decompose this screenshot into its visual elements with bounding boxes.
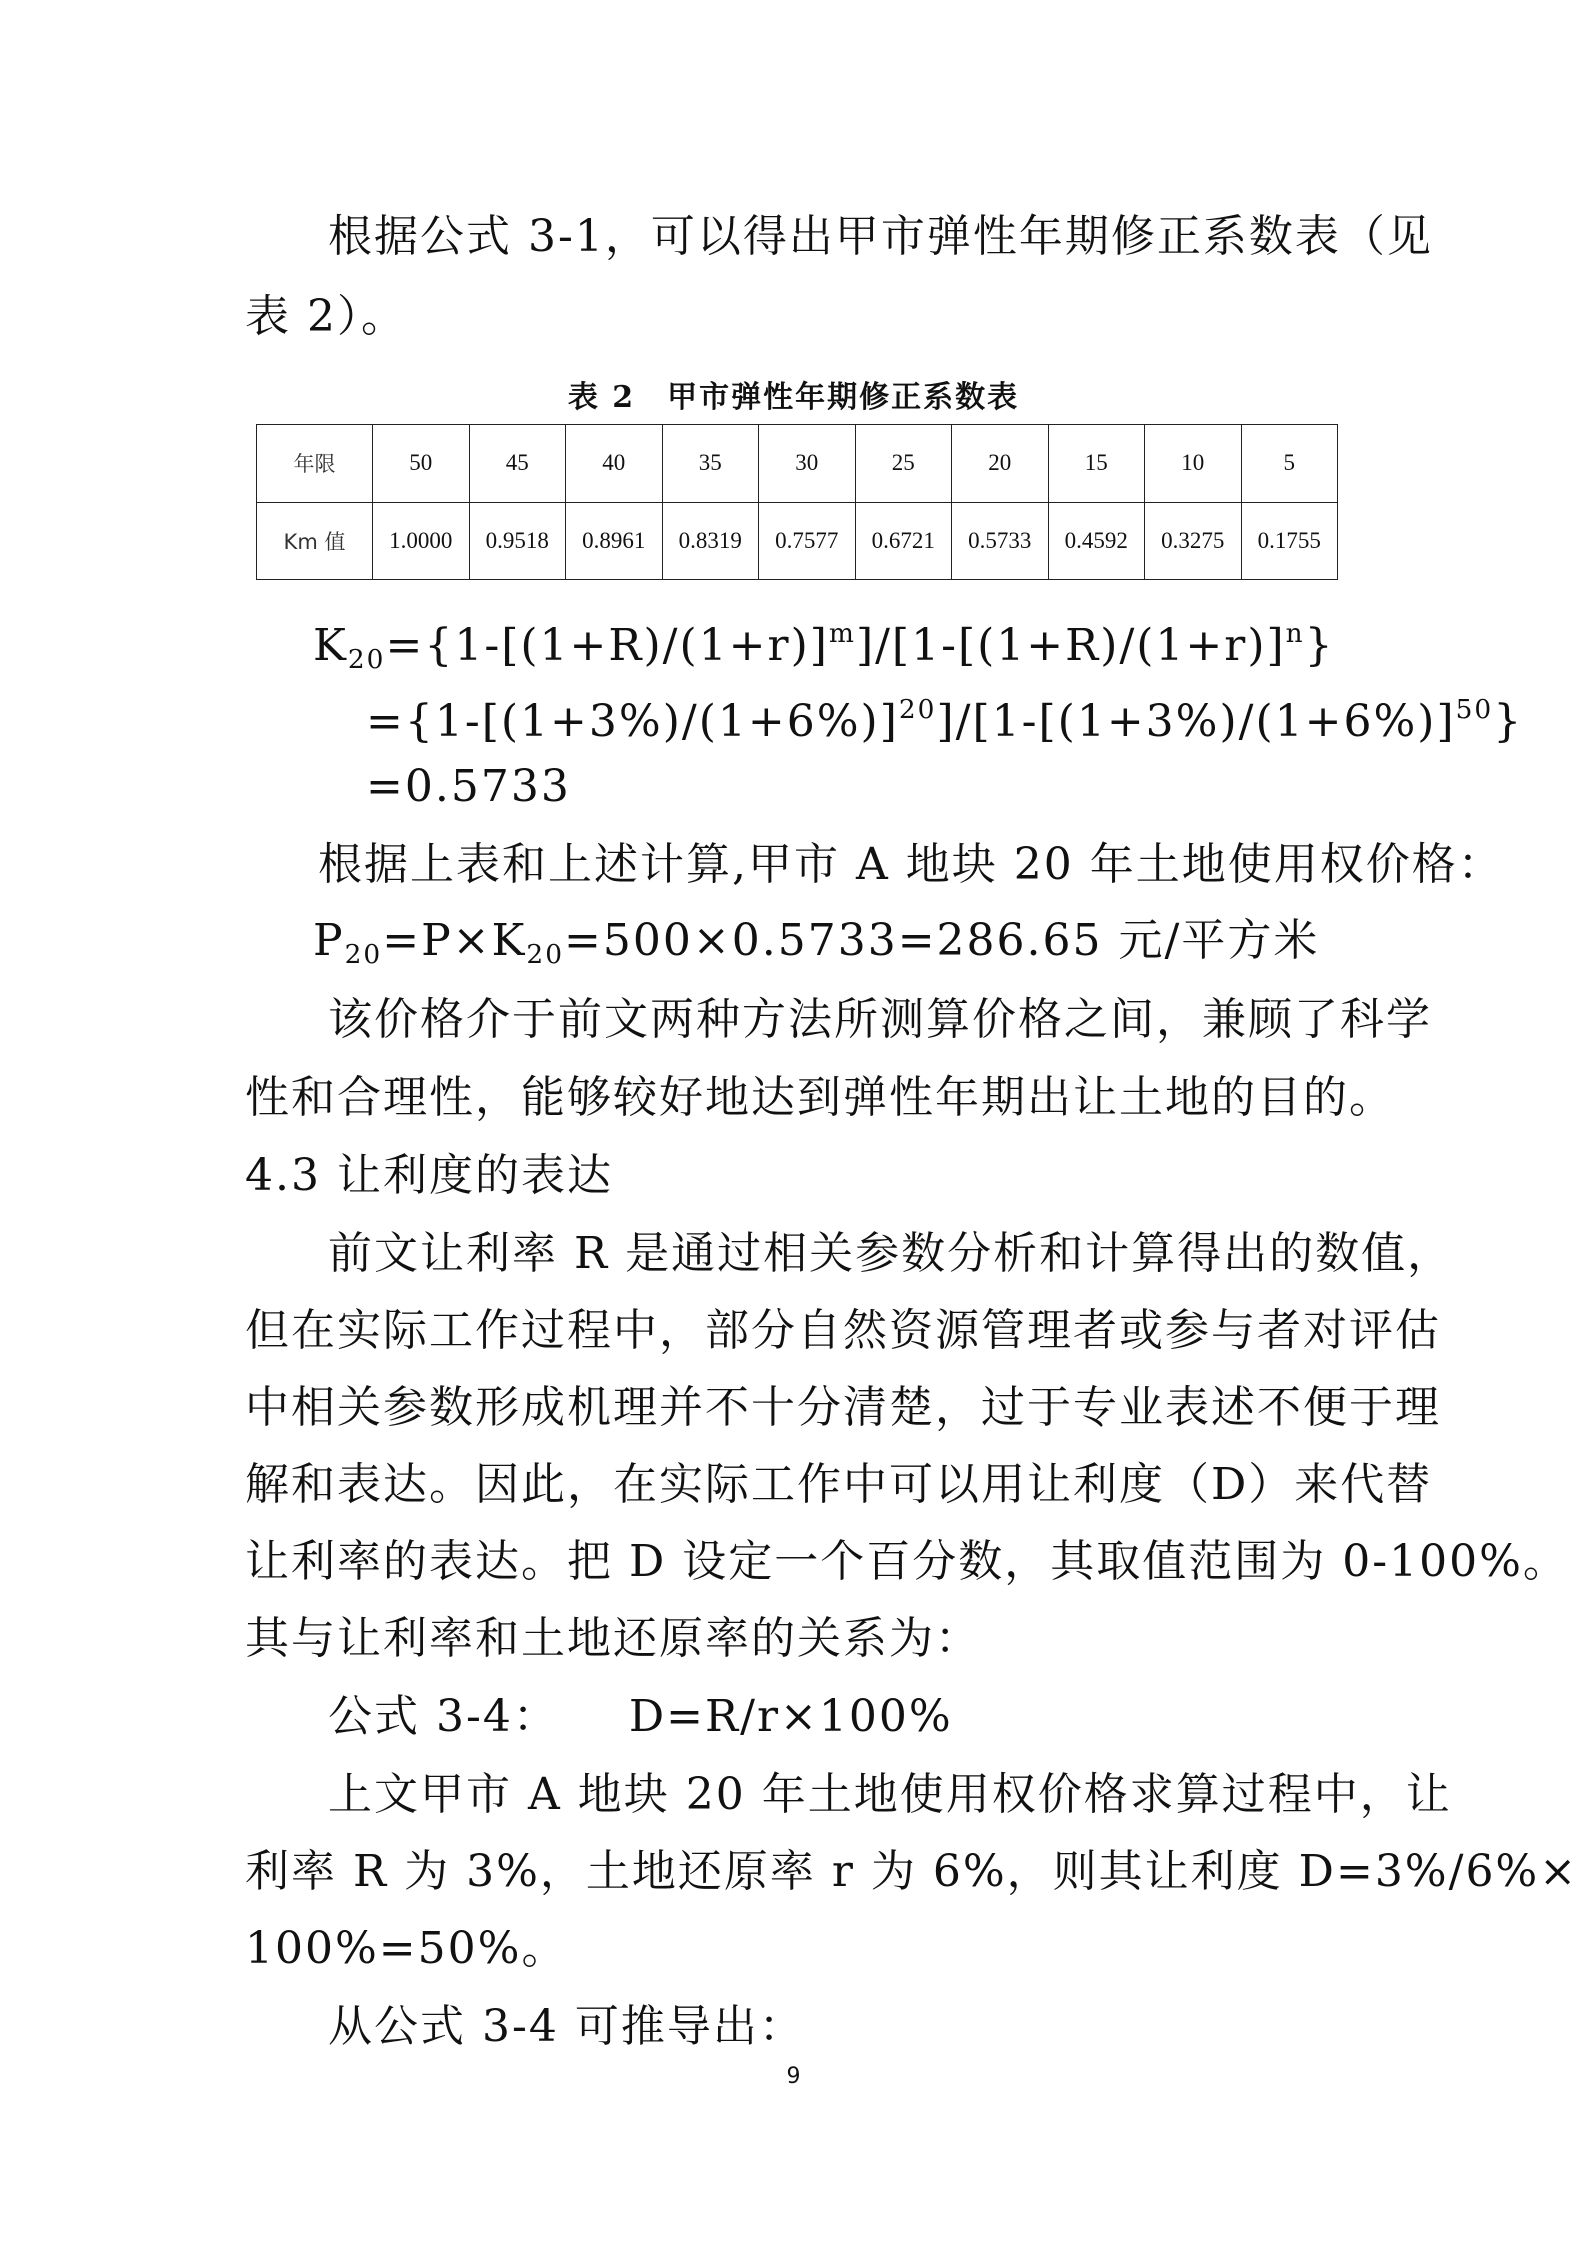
formula-superscript: m	[828, 618, 856, 649]
table-cell-year: 35	[662, 425, 759, 503]
table-caption: 表 2 甲市弹性年期修正系数表	[567, 380, 1020, 415]
paragraph-3-line-1: 该价格介于前文两种方法所测算价格之间，兼顾了科学	[328, 994, 1432, 1045]
formula-part: ]/[1-[(1+R)/(1+r)]	[855, 620, 1286, 671]
table-cell-year: 5	[1241, 425, 1338, 503]
price-k-subscript: 20	[526, 939, 565, 970]
price-p-subscript: 20	[344, 939, 383, 970]
formula-superscript: 50	[1455, 694, 1494, 725]
table-cell-km: 0.5733	[952, 502, 1049, 580]
table-header-km: Km 值	[257, 502, 373, 580]
table-cell-km: 0.8961	[566, 502, 663, 580]
formula-line-3: =0.5733	[366, 761, 571, 812]
formula-part: }	[1493, 696, 1524, 747]
formula-part: ={1-[(1+R)/(1+r)]	[385, 620, 829, 671]
table-cell-year: 40	[566, 425, 663, 503]
formula-superscript: n	[1285, 618, 1305, 649]
paragraph-1-line-1: 根据公式 3-1，可以得出甲市弹性年期修正系数表（见	[328, 211, 1433, 262]
paragraph-3-line-2: 性和合理性，能够较好地达到弹性年期出让土地的目的。	[245, 1072, 1395, 1123]
paragraph-2: 根据上表和上述计算,甲市 A 地块 20 年土地使用权价格：	[318, 839, 1504, 890]
price-rest: =500×0.5733=286.65 元/平方米	[564, 915, 1320, 966]
table-cell-km: 0.6721	[855, 502, 952, 580]
table-cell-year: 50	[373, 425, 470, 503]
paragraph-6: 从公式 3-4 可推导出：	[328, 2001, 805, 2052]
table-row-km	[257, 502, 1338, 580]
paragraph-4-line-5: 让利率的表达。把 D 设定一个百分数，其取值范围为 0-100%。	[245, 1536, 1569, 1587]
paragraph-1-line-2: 表 2）。	[245, 291, 407, 342]
table-cell-km: 1.0000	[373, 502, 470, 580]
table-row-years	[257, 425, 1338, 503]
table-cell-year: 20	[952, 425, 1049, 503]
table-cell-year: 10	[1145, 425, 1242, 503]
paragraph-5-line-2: 利率 R 为 3%，土地还原率 r 为 6%，则其让利度 D=3%/6%×	[245, 1846, 1579, 1897]
paragraph-5-line-3: 100%=50%。	[245, 1923, 568, 1974]
formula-part: }	[1304, 620, 1335, 671]
table-cell-km: 0.8319	[662, 502, 759, 580]
km-table	[256, 424, 1338, 580]
formula-3-4: 公式 3-4： D=R/r×100%	[328, 1691, 953, 1742]
formula-line-1	[313, 604, 1335, 690]
price-p: P	[313, 915, 345, 966]
paragraph-5-line-1: 上文甲市 A 地块 20 年土地使用权价格求算过程中，让	[328, 1769, 1452, 1820]
formula-k: K	[313, 620, 348, 671]
paragraph-4-line-4: 解和表达。因此，在实际工作中可以用让利度（D）来代替	[245, 1459, 1433, 1510]
paragraph-4-line-3: 中相关参数形成机理并不十分清楚，过于专业表述不便于理	[245, 1382, 1441, 1433]
price-mid: =P×K	[382, 915, 527, 966]
formula-superscript: 20	[898, 694, 937, 725]
table-cell-year: 25	[855, 425, 952, 503]
table-cell-km: 0.4592	[1048, 502, 1145, 580]
page-number: 9	[786, 2064, 801, 2089]
table-cell-km: 0.9518	[469, 502, 566, 580]
paragraph-4-line-2: 但在实际工作过程中，部分自然资源管理者或参与者对评估	[245, 1305, 1441, 1356]
formula-k-subscript: 20	[347, 644, 386, 675]
price-formula	[313, 911, 1319, 985]
table-cell-km: 0.1755	[1241, 502, 1338, 580]
table-cell-km: 0.7577	[759, 502, 856, 580]
paragraph-4-line-1: 前文让利率 R 是通过相关参数分析和计算得出的数值，	[328, 1228, 1454, 1279]
table-cell-year: 45	[469, 425, 566, 503]
table-cell-year: 15	[1048, 425, 1145, 503]
formula-part: ={1-[(1+3%)/(1+6%)]	[366, 696, 899, 747]
table-cell-year: 30	[759, 425, 856, 503]
table-cell-km: 0.3275	[1145, 502, 1242, 580]
formula-part: ]/[1-[(1+3%)/(1+6%)]	[936, 696, 1456, 747]
section-heading: 4.3 让利度的表达	[245, 1150, 613, 1201]
formula-line-2	[366, 680, 1523, 752]
paragraph-4-line-6: 其与让利率和土地还原率的关系为：	[245, 1613, 981, 1664]
table-header-years: 年限	[257, 425, 373, 503]
